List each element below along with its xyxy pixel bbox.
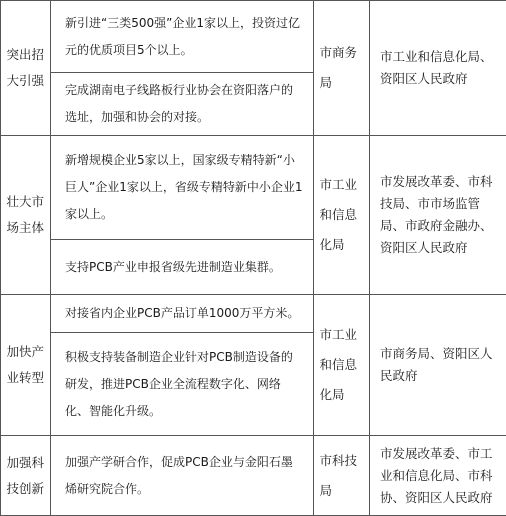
- task-text: 新增规模企业5家以上，国家级专精特新“小巨人”企业1家以上，省级专精特新中小企业1家以上。: [65, 153, 303, 221]
- task-text: 加强产学研合作，促成PCB企业与金阳石墨烯研究院合作。: [65, 455, 293, 496]
- category-text: 突出招大引强: [7, 42, 45, 94]
- category-text: 壮大市场主体: [7, 189, 45, 241]
- lead-dept-cell: [314, 1, 370, 136]
- coop-dept-cell: [370, 436, 506, 516]
- category-text: 加快产业转型: [7, 339, 45, 391]
- lead-dept-text: 市工业和信息化局: [320, 170, 364, 260]
- category-text: 加强科技创新: [7, 450, 45, 502]
- lead-dept-text: 市科技局: [320, 446, 364, 506]
- task-cell: [51, 136, 314, 240]
- task-text: 完成湖南电子线路板行业协会在资阳落户的选址，加强和协会的对接。: [65, 83, 293, 124]
- task-text: 对接省内企业PCB产品订单1000万平方米。: [65, 306, 299, 320]
- task-cell: [51, 1, 314, 73]
- coop-dept-cell: [370, 136, 506, 295]
- coop-dept-text: 市工业和信息化局、资阳区人民政府: [380, 49, 493, 86]
- task-text: 支持PCB产业申报省级先进制造业集群。: [65, 260, 281, 274]
- coop-dept-text: 市商务局、资阳区人民政府: [380, 346, 493, 383]
- task-text: 新引进“三类500强”企业1家以上，投资过亿元的优质项目5个以上。: [65, 16, 300, 57]
- lead-dept-text: 市商务局: [320, 38, 364, 98]
- coop-dept-text: 市发展改革委、市科技局、市市场监管局、市政府金融办、资阳区人民政府: [380, 174, 493, 255]
- task-cell: [51, 295, 314, 333]
- coop-dept-text: 市发展改革委、市工业和信息化局、市科协、资阳区人民政府: [380, 446, 493, 505]
- lead-dept-cell: [314, 436, 370, 516]
- lead-dept-cell: [314, 136, 370, 295]
- table-row: [1, 1, 506, 73]
- table-row: [1, 436, 506, 516]
- lead-dept-text: 市工业和信息化局: [320, 320, 364, 410]
- table-row: [1, 136, 506, 240]
- coop-dept-cell: [370, 295, 506, 436]
- task-cell: [51, 73, 314, 136]
- category-cell: [1, 136, 51, 295]
- task-cell: [51, 240, 314, 295]
- task-cell: [51, 333, 314, 436]
- task-cell: [51, 436, 314, 516]
- category-cell: [1, 436, 51, 516]
- coop-dept-cell: [370, 1, 506, 136]
- lead-dept-cell: [314, 295, 370, 436]
- task-text: 积极支持装备制造企业针对PCB制造设备的研发，推进PCB企业全流程数字化、网络化、智能化升级。: [65, 350, 293, 418]
- category-cell: [1, 295, 51, 436]
- table-row: [1, 295, 506, 333]
- category-cell: [1, 1, 51, 136]
